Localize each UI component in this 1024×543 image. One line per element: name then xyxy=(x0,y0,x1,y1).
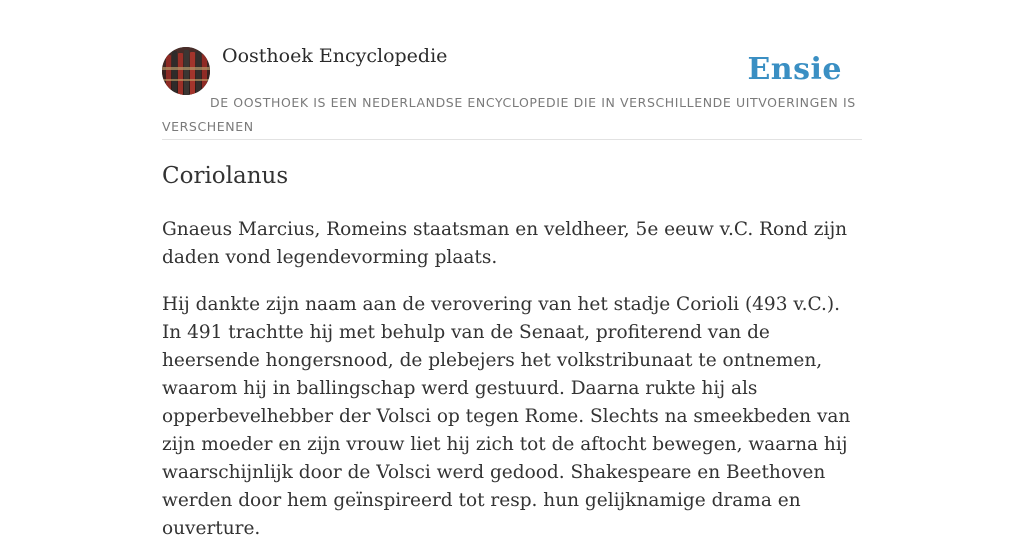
site-header xyxy=(162,0,862,140)
brand-logo[interactable]: Ensie xyxy=(747,52,842,87)
article-paragraph: Gnaeus Marcius, Romeins staatsman en veldheer, 5e eeuw v.C. Rond zijn daden vond legendevorming plaats. xyxy=(162,219,848,268)
article-title: Coriolanus xyxy=(162,163,289,189)
site-title[interactable]: Oosthoek Encyclopedie xyxy=(222,45,448,67)
page xyxy=(162,0,862,539)
article-paragraph: Hij dankte zijn naam aan de verovering van het stadje Corioli (493 v.C.). In 491 trachtte hij met behulp van de Senaat, profiterend van de heersende hongersnood, de plebejers het volkstribunaat te ontnemen, waarom hij in ballingschap werd gestuurd. Daarna rukte hij als opperbevelhebber der Volsci op tegen Rome. Slechts na smeekbeden van zijn moeder en zijn vrouw liet hij zich tot de aftocht bewegen, waarna hij waarschijnlijk door de Volsci werd gedood. Shakespeare en Beethoven werden door hem geïnspireerd tot resp. hun gelijknamige drama en ouverture. xyxy=(162,294,851,539)
book-shelf-icon[interactable] xyxy=(162,47,210,95)
site-tagline: DE OOSTHOEK IS EEN NEDERLANDSE ENCYCLOPEDIE DIE IN VERSCHILLENDE UITVOERINGEN IS VERSCHENEN xyxy=(162,95,856,134)
